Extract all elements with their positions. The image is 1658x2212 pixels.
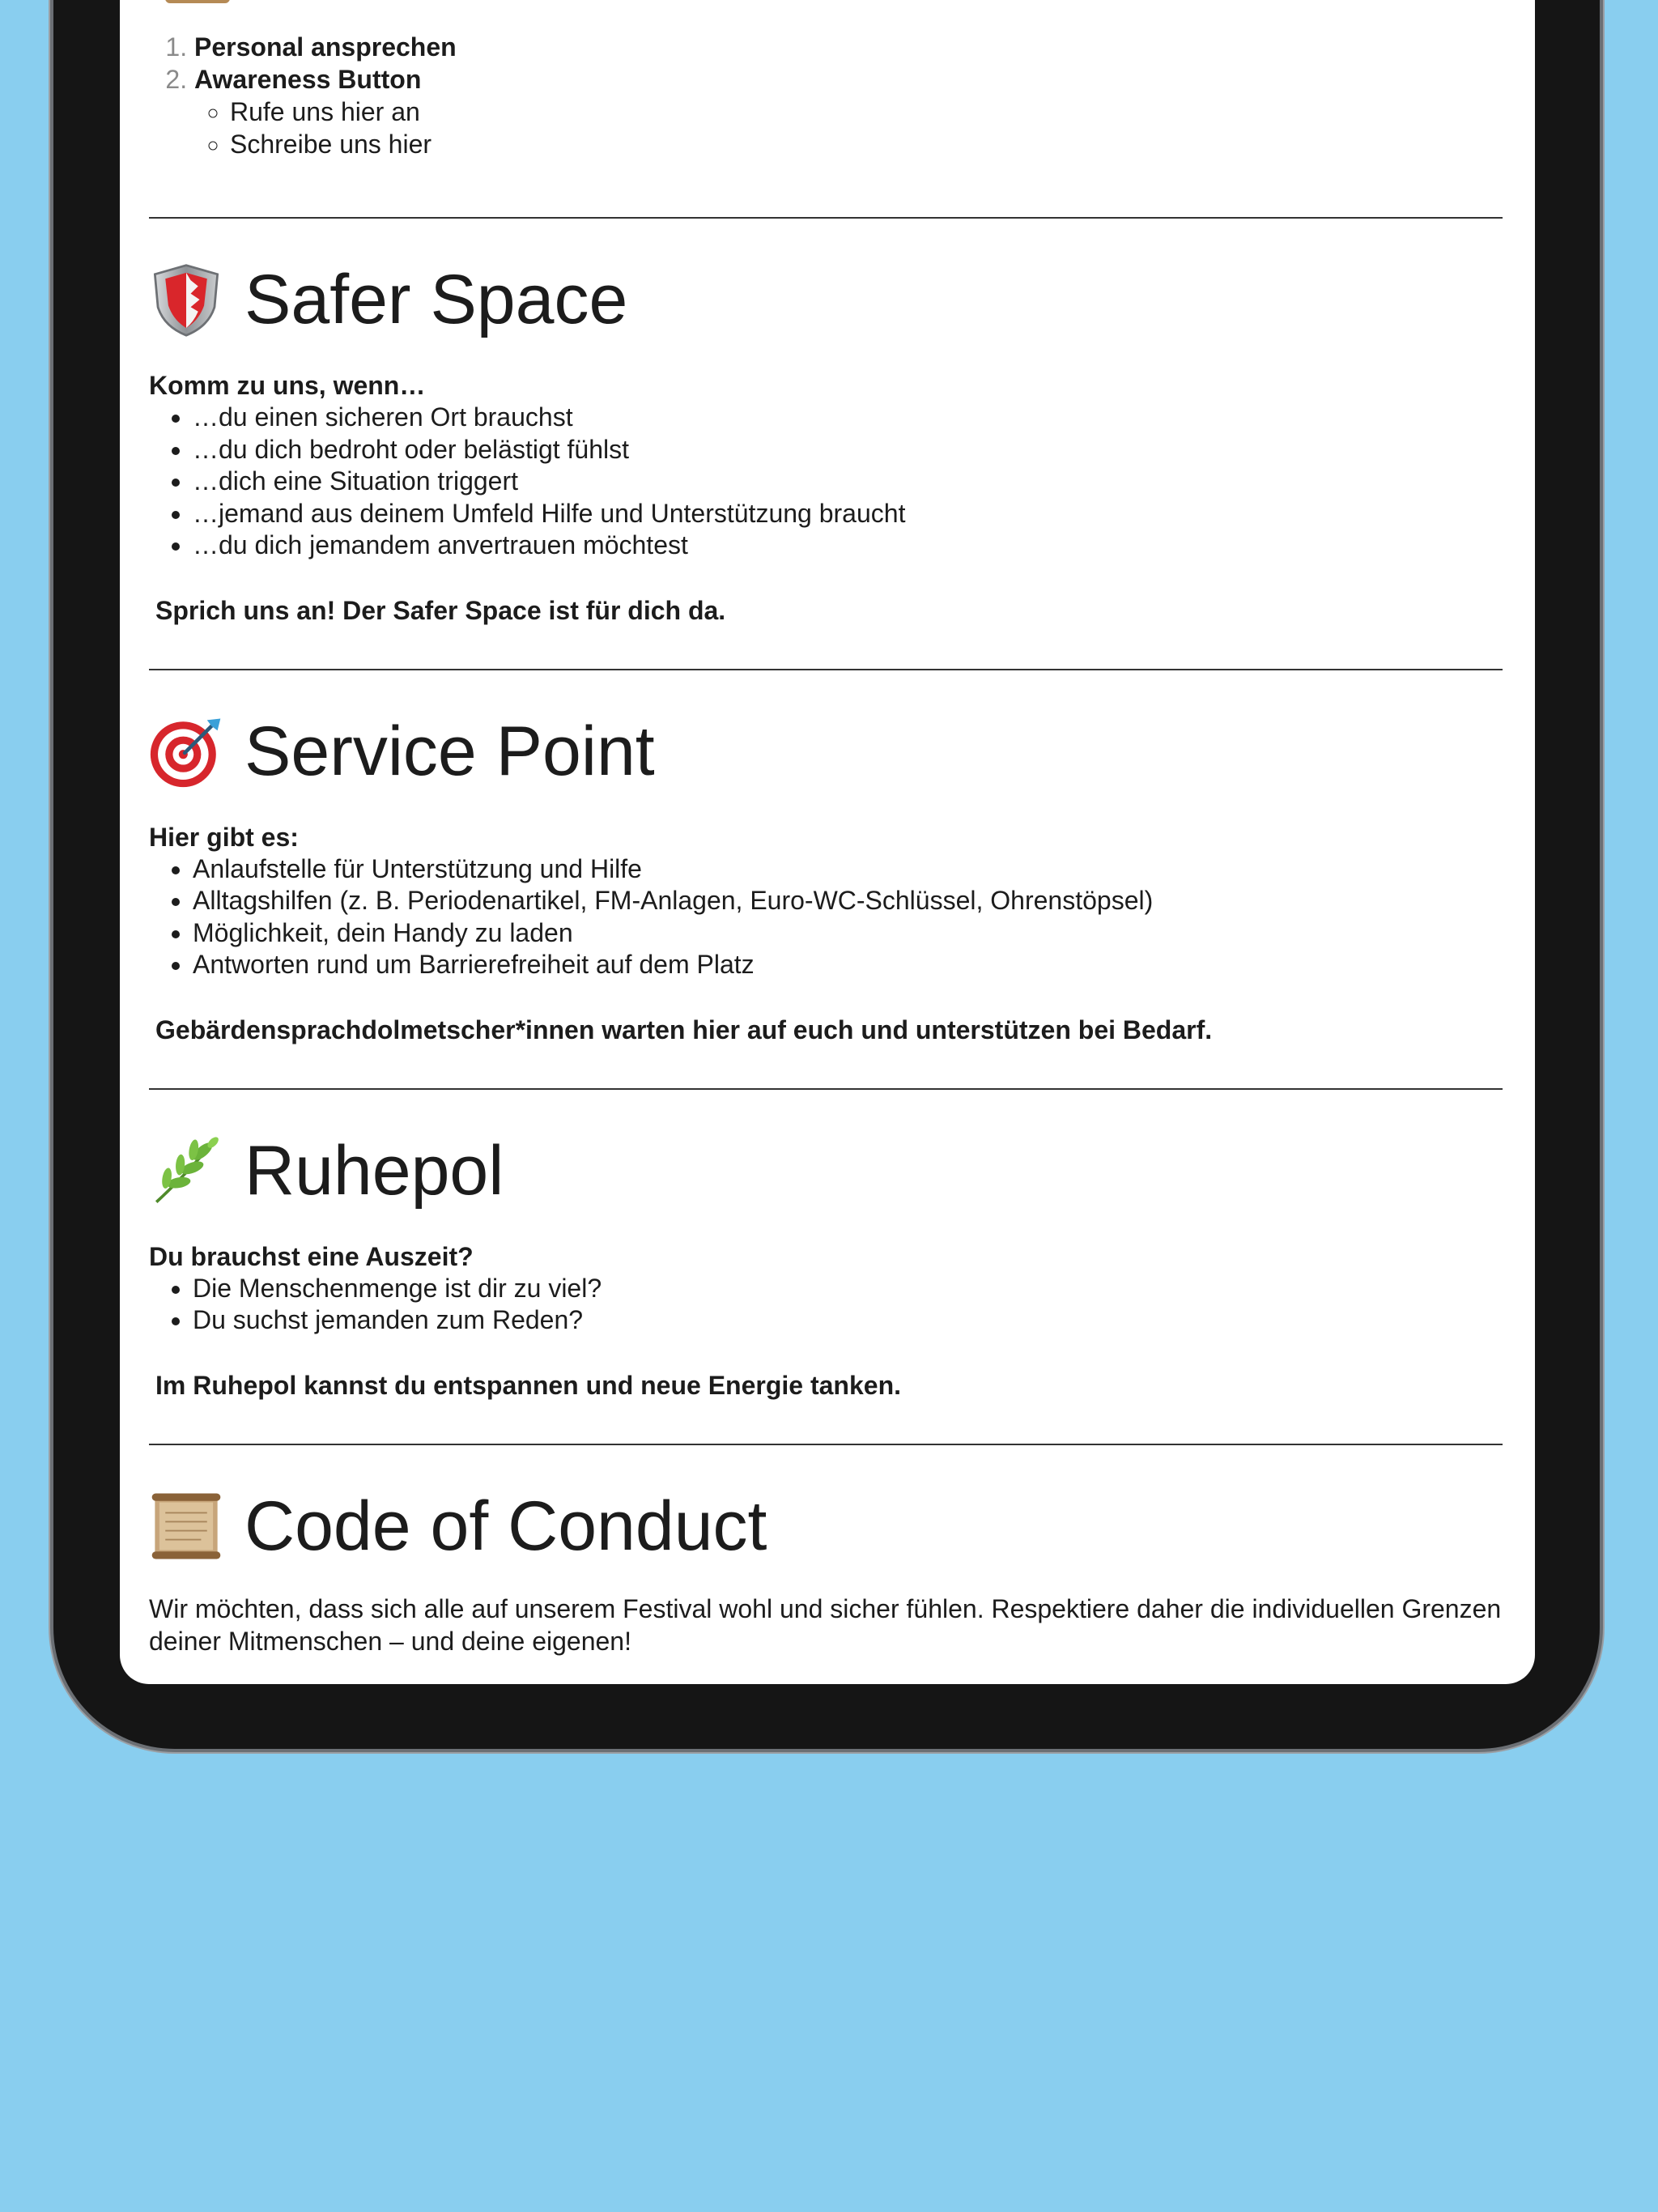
list-item: • …du dich bedroht oder belästigt fühlst xyxy=(193,434,1503,466)
herb-icon xyxy=(149,1134,223,1208)
section-title-text: Service Point xyxy=(244,712,655,790)
dart-target-icon xyxy=(149,714,223,789)
section-items xyxy=(149,402,1503,562)
section-ruhepol xyxy=(149,1130,1503,1402)
divider xyxy=(149,669,1503,670)
list-item xyxy=(194,63,1503,160)
list-item: • Möglichkeit, dein Handy zu laden xyxy=(193,917,1503,950)
section-safer-space xyxy=(149,259,1503,627)
divider xyxy=(149,1444,1503,1445)
write-us-link[interactable]: Schreibe uns hier xyxy=(230,130,432,159)
section-paragraph: Wir möchten, dass sich alle auf unserem Festival wohl und sicher fühlen. Respektiere daher die individuellen Grenzen deiner Mitmenschen – und deine eigenen! xyxy=(149,1593,1502,1656)
app-screen[interactable] xyxy=(120,0,1535,1684)
contact-options-list xyxy=(149,31,1503,160)
list-item xyxy=(194,31,1503,63)
section-items xyxy=(149,853,1503,981)
section-title-text: Safer Space xyxy=(244,261,628,338)
list-item: • …dich eine Situation triggert xyxy=(193,466,1503,498)
call-us-link[interactable]: Rufe uns hier an xyxy=(230,97,420,126)
list-item: • …du dich jemandem anvertrauen möchtest xyxy=(193,530,1503,562)
section-lead: Komm zu uns, wenn… xyxy=(149,371,426,400)
list-item: • Alltagshilfen (z. B. Periodenartikel, FM-Anlagen, Euro-WC-Schlüssel, Ohrenstöpsel) xyxy=(193,885,1503,917)
list-item: • Anlaufstelle für Unterstützung und Hilfe xyxy=(193,853,1503,886)
sublist-item-call[interactable] xyxy=(230,96,1503,128)
section-lead: Hier gibt es: xyxy=(149,822,299,852)
tablet-device-frame xyxy=(53,0,1600,1749)
section-closing: Sprich uns an! Der Safer Space ist für dich da. xyxy=(155,595,726,625)
section-code-of-conduct xyxy=(149,1486,1503,1657)
divider xyxy=(149,1088,1503,1090)
list-item: • …du einen sicheren Ort brauchst xyxy=(193,402,1503,434)
section-service-point xyxy=(149,711,1503,1046)
section-items xyxy=(149,1273,1503,1337)
scroll-icon xyxy=(149,1489,223,1563)
section-title xyxy=(149,711,1503,792)
shield-icon xyxy=(149,262,223,337)
sublist-item-write[interactable] xyxy=(230,128,1503,160)
list-item: • Die Menschenmenge ist dir zu viel? xyxy=(193,1273,1503,1305)
contact-option-label: Personal ansprechen xyxy=(194,32,457,62)
section-title xyxy=(149,1130,1503,1211)
list-item: • …jemand aus deinem Umfeld Hilfe und Unterstützung braucht xyxy=(193,498,1503,530)
list-item: • Antworten rund um Barrierefreiheit auf dem Platz xyxy=(193,949,1503,981)
section-title xyxy=(149,259,1503,340)
section-closing: Im Ruhepol kannst du entspannen und neue Energie tanken. xyxy=(155,1370,901,1400)
section-closing: Gebärdensprachdolmetscher*innen warten hier auf euch und unterstützen bei Bedarf. xyxy=(155,1015,1213,1044)
section-title xyxy=(149,1486,1503,1567)
awareness-button-sublist xyxy=(194,96,1503,160)
section-title-text: Code of Conduct xyxy=(244,1487,767,1565)
contact-option-label: Awareness Button xyxy=(194,65,422,94)
section-title-text: Ruhepol xyxy=(244,1131,504,1210)
divider xyxy=(149,217,1503,219)
list-item: • Du suchst jemanden zum Reden? xyxy=(193,1304,1503,1337)
section-lead: Du brauchst eine Auszeit? xyxy=(149,1241,474,1271)
scrollable-content[interactable] xyxy=(149,0,1503,1657)
